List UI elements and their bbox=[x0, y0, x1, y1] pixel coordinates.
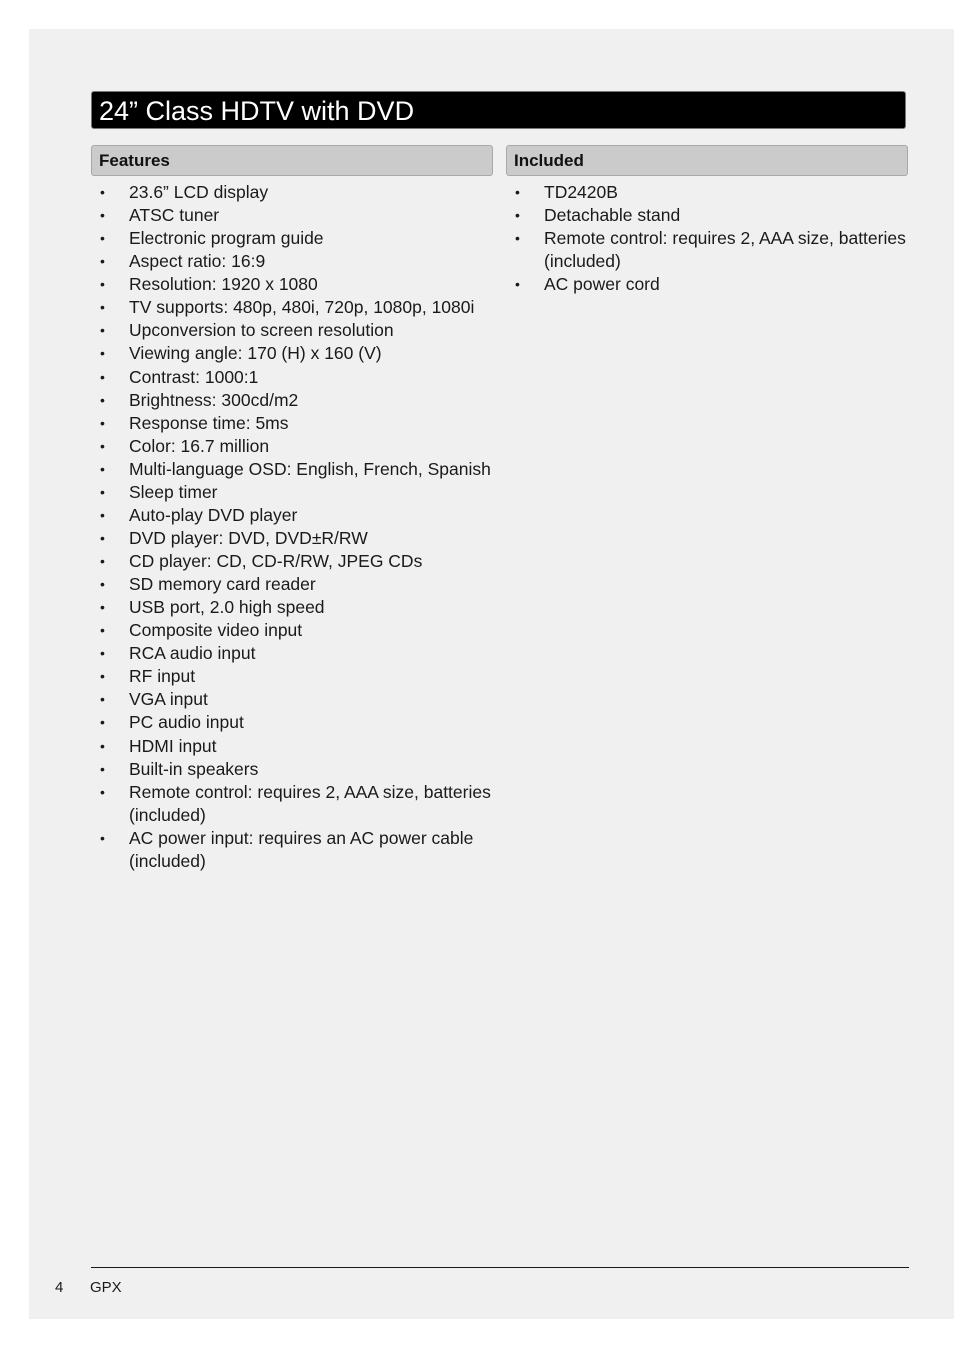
list-item bbox=[92, 827, 492, 873]
list-item bbox=[92, 527, 492, 550]
bullet-icon: • bbox=[100, 506, 105, 523]
list-item bbox=[92, 735, 492, 758]
list-item bbox=[92, 204, 492, 227]
bullet-icon: • bbox=[100, 760, 105, 777]
list-item-text: TV supports: 480p, 480i, 720p, 1080p, 1080i bbox=[129, 297, 475, 318]
included-heading: Included bbox=[514, 151, 584, 170]
list-item bbox=[92, 642, 492, 665]
list-item-text: Viewing angle: 170 (H) x 160 (V) bbox=[129, 343, 382, 364]
list-item bbox=[92, 619, 492, 642]
list-item-text: HDMI input bbox=[129, 735, 217, 756]
list-item bbox=[92, 504, 492, 527]
list-item-text: USB port, 2.0 high speed bbox=[129, 597, 325, 618]
bullet-icon: • bbox=[100, 345, 105, 362]
list-item bbox=[92, 758, 492, 781]
title-bar bbox=[91, 91, 906, 129]
list-item-text: CD player: CD, CD-R/RW, JPEG CDs bbox=[129, 551, 423, 571]
bullet-icon: • bbox=[100, 576, 105, 593]
list-item-text: Electronic program guide bbox=[129, 228, 324, 249]
list-item bbox=[92, 781, 492, 827]
bullet-icon: • bbox=[100, 829, 105, 846]
list-item bbox=[92, 412, 492, 435]
list-item-text: Detachable stand bbox=[544, 205, 681, 226]
list-item bbox=[507, 181, 907, 204]
list-item-text: Composite video input bbox=[129, 620, 303, 641]
list-item bbox=[92, 181, 492, 204]
list-item-text: SD memory card reader bbox=[129, 574, 316, 595]
bullet-icon: • bbox=[515, 184, 520, 200]
bullet-icon: • bbox=[100, 276, 105, 293]
bullet-icon: • bbox=[100, 645, 105, 662]
bullet-icon: • bbox=[100, 437, 105, 454]
list-item bbox=[92, 481, 492, 504]
included-section-header bbox=[506, 145, 908, 176]
list-item-text: Brightness: 300cd/m2 bbox=[129, 389, 299, 410]
list-item bbox=[92, 227, 492, 250]
list-item-text: Auto-play DVD player bbox=[129, 504, 298, 525]
list-item-text: PC audio input bbox=[129, 712, 244, 733]
list-item bbox=[92, 296, 492, 319]
list-item-text: VGA input bbox=[129, 689, 208, 710]
footer-divider bbox=[91, 1267, 909, 1268]
bullet-icon: • bbox=[100, 460, 105, 477]
bullet-icon: • bbox=[100, 391, 105, 408]
list-item bbox=[507, 204, 907, 227]
bullet-icon: • bbox=[100, 553, 105, 569]
list-item bbox=[92, 366, 492, 389]
bullet-icon: • bbox=[100, 368, 105, 385]
bullet-icon: • bbox=[100, 299, 105, 316]
bullet-icon: • bbox=[100, 737, 105, 754]
list-item-text: Remote control: requires 2, AAA size, batteries (included) bbox=[129, 781, 491, 825]
list-item bbox=[92, 435, 492, 458]
list-item-text: Response time: 5ms bbox=[129, 412, 289, 433]
list-item-text: Color: 16.7 million bbox=[129, 435, 270, 456]
bullet-icon: • bbox=[100, 230, 105, 247]
list-item bbox=[92, 250, 492, 273]
included-list bbox=[507, 181, 907, 296]
bullet-icon: • bbox=[515, 276, 520, 293]
list-item-text: RF input bbox=[129, 666, 196, 687]
list-item-text: Contrast: 1000:1 bbox=[129, 366, 259, 387]
page-number: 4 bbox=[55, 1279, 64, 1296]
bullet-icon: • bbox=[100, 207, 105, 224]
bullet-icon: • bbox=[100, 253, 105, 270]
bullet-icon: • bbox=[100, 483, 105, 500]
features-list bbox=[92, 181, 492, 873]
document-page bbox=[29, 29, 954, 1319]
list-item bbox=[92, 389, 492, 412]
features-heading: Features bbox=[99, 151, 170, 170]
bullet-icon: • bbox=[100, 622, 105, 639]
list-item bbox=[92, 273, 492, 296]
list-item bbox=[92, 550, 492, 573]
bullet-icon: • bbox=[100, 691, 105, 708]
list-item bbox=[92, 458, 492, 481]
page-title: 24” Class HDTV with DVD bbox=[99, 96, 415, 126]
list-item bbox=[92, 342, 492, 365]
bullet-icon: • bbox=[100, 599, 105, 616]
list-item-text: AC power input: requires an AC power cable (included) bbox=[129, 827, 474, 871]
list-item-text: RCA audio input bbox=[129, 643, 256, 664]
list-item bbox=[92, 711, 492, 734]
list-item bbox=[507, 273, 907, 296]
list-item-text: Upconversion to screen resolution bbox=[129, 320, 394, 341]
bullet-icon: • bbox=[100, 783, 105, 800]
list-item-text: TD2420B bbox=[544, 182, 618, 202]
list-item bbox=[92, 573, 492, 596]
features-section-header bbox=[91, 145, 493, 176]
bullet-icon: • bbox=[100, 714, 105, 731]
list-item bbox=[92, 596, 492, 619]
bullet-icon: • bbox=[515, 230, 520, 247]
list-item bbox=[92, 319, 492, 342]
list-item-text: Aspect ratio: 16:9 bbox=[129, 251, 266, 272]
list-item bbox=[92, 688, 492, 711]
bullet-icon: • bbox=[100, 414, 105, 431]
list-item-text: ATSC tuner bbox=[129, 205, 220, 226]
list-item bbox=[92, 665, 492, 688]
list-item-text: Built-in speakers bbox=[129, 758, 259, 779]
bullet-icon: • bbox=[100, 529, 105, 546]
list-item-text: 23.6” LCD display bbox=[129, 182, 269, 202]
bullet-icon: • bbox=[515, 207, 520, 224]
footer-brand: GPX bbox=[90, 1279, 122, 1296]
list-item-text: Sleep timer bbox=[129, 481, 218, 502]
bullet-icon: • bbox=[100, 668, 105, 685]
list-item-text: Remote control: requires 2, AAA size, batteries (included) bbox=[544, 228, 906, 272]
bullet-icon: • bbox=[100, 184, 105, 200]
list-item-text: DVD player: DVD, DVD±R/RW bbox=[129, 527, 368, 548]
list-item-text: AC power cord bbox=[544, 274, 660, 295]
bullet-icon: • bbox=[100, 322, 105, 339]
list-item-text: Resolution: 1920 x 1080 bbox=[129, 274, 318, 295]
list-item-text: Multi-language OSD: English, French, Spanish bbox=[129, 458, 491, 479]
list-item bbox=[507, 227, 907, 273]
